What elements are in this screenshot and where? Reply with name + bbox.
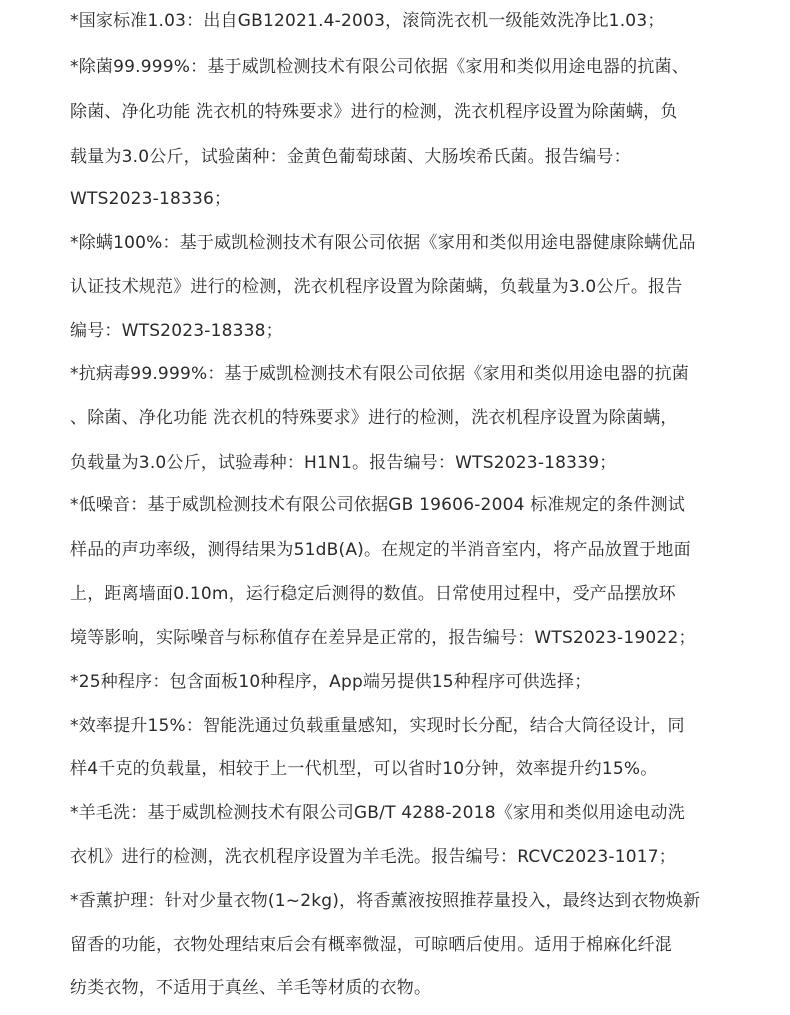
text-line: 境等影响，实际噪音与标称值存在差异是正常的，报告编号：WTS2023-19022；: [70, 628, 696, 648]
text-line: *效率提升15%：智能洗通过负载重量感知，实现时长分配，结合大筒径设计，同: [70, 716, 685, 736]
text-line: *25种程序：包含面板10种程序，App端另提供15种程序可供选择；: [70, 672, 592, 692]
text-line: 除菌、净化功能 洗衣机的特殊要求》进行的检测，洗衣机程序设置为除菌螨，负: [70, 102, 678, 122]
text-line: 认证技术规范》进行的检测，洗衣机程序设置为除菌螨，负载量为3.0公斤。报告: [70, 277, 683, 297]
text-line: *羊毛洗：基于威凯检测技术有限公司GB/T 4288-2018《家用和类似用途电动洗: [70, 803, 685, 823]
text-line: 样品的声功率级，测得结果为51dB(A)。在规定的半消音室内，将产品放置于地面: [70, 540, 691, 560]
text-line: *香薰护理：针对少量衣物(1~2kg)，将香薰液按照推荐量投入，最终达到衣物焕新: [70, 891, 701, 911]
text-line: *除菌99.999%：基于威凯检测技术有限公司依据《家用和类似用途电器的抗菌、: [70, 57, 689, 77]
text-line: *抗病毒99.999%：基于威凯检测技术有限公司依据《家用和类似用途电器的抗菌: [70, 364, 689, 384]
text-line: 编号：WTS2023-18338；: [70, 321, 283, 341]
text-line: *除螨100%：基于威凯检测技术有限公司依据《家用和类似用途电器健康除螨优品: [70, 233, 696, 253]
text-line: 、除菌、净化功能 洗衣机的特殊要求》进行的检测，洗衣机程序设置为除菌螨，: [70, 408, 678, 428]
text-line: *低噪音：基于威凯检测技术有限公司依据GB 19606-2004 标准规定的条件测试: [70, 495, 686, 515]
text-line: 衣机》进行的检测，洗衣机程序设置为羊毛洗。报告编号：RCVC2023-1017；: [70, 847, 676, 867]
text-line: 纺类衣物，不适用于真丝、羊毛等材质的衣物。: [70, 978, 432, 998]
text-line: 负载量为3.0公斤，试验毒种：H1N1。报告编号：WTS2023-18339；: [70, 453, 617, 473]
text-line: WTS2023-18336；: [70, 189, 232, 209]
text-line: 载量为3.0公斤，试验菌种：金黄色葡萄球菌、大肠埃希氏菌。报告编号：: [70, 147, 631, 167]
text-line: 样4千克的负载量，相较于上一代机型，可以省时10分钟，效率提升约15%。: [70, 759, 658, 779]
text-line: 留香的功能，衣物处理结束后会有概率微湿，可晾晒后使用。适用于棉麻化纤混: [70, 935, 672, 955]
text-line: *国家标准1.03：出自GB12021.4-2003，滚筒洗衣机一级能效洗净比1.03；: [70, 11, 665, 31]
text-line: 上，距离墙面0.10m，运行稳定后测得的数值。日常使用过程中，受产品摆放环: [70, 584, 676, 604]
